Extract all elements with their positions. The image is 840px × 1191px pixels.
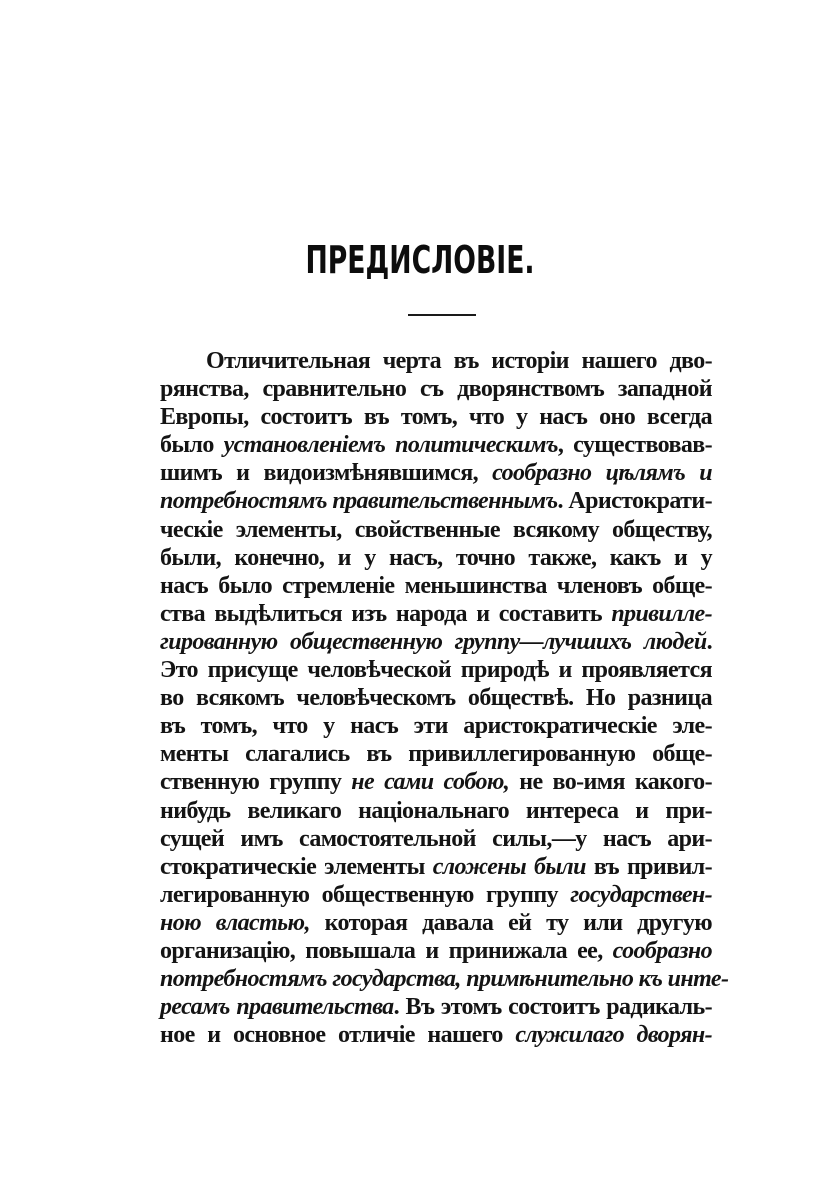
text-run: нибудь великаго національнаго интереса и при-: [160, 797, 712, 824]
text-line: [160, 347, 712, 375]
text-run: менты слагались въ привиллегированную обще-: [160, 741, 712, 768]
text-run: ственную группу: [160, 769, 352, 796]
text-line: [160, 853, 712, 881]
text-line: [160, 712, 712, 740]
italic-phrase: потребностямъ правительственнымъ: [160, 488, 558, 515]
text-line: [160, 740, 712, 768]
text-run: . Аристократи-: [557, 488, 712, 515]
heading-divider: [408, 314, 476, 316]
text-run: насъ было стремленіе меньшинства членовъ обще-: [160, 572, 712, 599]
text-line: [160, 993, 712, 1021]
text-line: [160, 768, 712, 796]
text-run: шимъ и видоизмѣнявшимся,: [160, 460, 493, 487]
text-line: [160, 1021, 712, 1049]
text-line: [160, 544, 712, 572]
text-line: [160, 375, 712, 403]
text-run: сущей имъ самостоятельной силы,—у насъ ари-: [160, 825, 712, 852]
text-line: [160, 403, 712, 431]
text-line: [160, 909, 712, 937]
text-run: во всякомъ человѣческомъ обществѣ. Но разница: [160, 685, 712, 712]
italic-phrase: сообразно цѣлямъ и: [492, 460, 713, 487]
text-line: [160, 431, 712, 459]
italic-phrase: гированную общественную группу—лучшихъ людей: [160, 628, 707, 655]
text-run: Отличительная черта въ исторіи нашего дво-: [206, 348, 712, 374]
italic-phrase: служилаго дворян-: [515, 1022, 712, 1049]
text-run: стократическіе элементы: [160, 853, 433, 880]
text-run: которая давала ей ту или другую: [309, 909, 712, 936]
text-line: [160, 684, 712, 712]
text-line: [160, 937, 712, 965]
text-line: [160, 825, 712, 853]
text-run: Европы, состоитъ въ томъ, что у насъ оно всегда: [160, 404, 712, 431]
italic-phrase: потребностямъ государства, примѣнительно къ инте-: [160, 966, 729, 993]
text-run: организацію, повышала и принижала ее,: [160, 937, 613, 964]
italic-phrase: привилле-: [611, 600, 712, 627]
text-run: въ томъ, что у насъ эти аристократическіе эле-: [160, 713, 712, 740]
text-line: [160, 600, 712, 628]
italic-phrase: ною властью,: [160, 909, 310, 936]
text-line: [160, 516, 712, 544]
italic-phrase: не сами собою,: [351, 769, 510, 796]
italic-phrase: сложены были: [432, 853, 586, 880]
italic-phrase: ресамъ правительства: [160, 994, 394, 1021]
text-line: [160, 797, 712, 825]
text-run: Это присуще человѣческой природѣ и проявляется: [160, 657, 712, 684]
text-line: [160, 965, 729, 993]
text-line: [160, 881, 712, 909]
text-line: [160, 487, 712, 515]
text-run: рянства, сравнительно съ дворянствомъ западной: [160, 376, 712, 403]
text-line: [160, 459, 712, 487]
italic-phrase: сообразно: [612, 937, 712, 964]
text-run: не во-имя какого-: [509, 769, 712, 796]
text-run: . Въ этомъ состоитъ радикаль-: [393, 994, 712, 1021]
text-run: ства выдѣлиться изъ народа и составить: [160, 600, 612, 627]
text-run: было: [160, 432, 224, 459]
text-run: въ привил-: [585, 853, 712, 880]
page-heading: ПРЕДИСЛОВІЕ.: [305, 238, 535, 282]
text-line: [160, 572, 712, 600]
text-run: легированную общественную группу: [160, 881, 571, 908]
text-line: [160, 628, 712, 656]
italic-phrase: установленіемъ политическимъ: [223, 432, 558, 459]
text-run: были, конечно, и у насъ, точно также, какъ и у: [160, 544, 712, 571]
preface-paragraph: [160, 347, 729, 1049]
text-run: ческіе элементы, свойственные всякому обществу,: [160, 516, 712, 543]
text-run: , существовав-: [557, 432, 712, 459]
text-line: [160, 656, 712, 684]
text-run: .: [706, 628, 712, 655]
text-run: ное и основное отличіе нашего: [160, 1022, 516, 1049]
italic-phrase: государствен-: [570, 881, 712, 908]
